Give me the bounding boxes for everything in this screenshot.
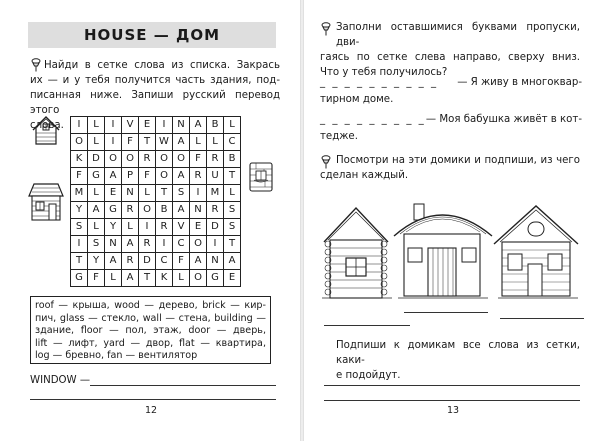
grid-cell[interactable]: R bbox=[190, 168, 207, 185]
grid-cell[interactable]: A bbox=[105, 168, 122, 185]
grid-cell[interactable]: N bbox=[122, 185, 139, 202]
grid-cell[interactable]: L bbox=[224, 185, 241, 202]
word-list-line: log — бревно, fan — вентилятор bbox=[35, 350, 198, 362]
grid-row bbox=[71, 202, 241, 219]
pin-icon bbox=[320, 22, 332, 36]
task3-instructions bbox=[336, 338, 580, 383]
grid-cell[interactable]: L bbox=[88, 134, 105, 151]
grid-cell[interactable]: T bbox=[156, 185, 173, 202]
grid-cell[interactable]: R bbox=[139, 236, 156, 253]
word-list-line: roof — крыша, wood — дерево, brick — кир- bbox=[35, 300, 266, 311]
grid-cell[interactable]: I bbox=[156, 117, 173, 134]
gap-blanks[interactable]: _ _ _ _ _ _ _ _ _ bbox=[320, 114, 426, 125]
grid-cell[interactable]: W bbox=[156, 134, 173, 151]
grid-cell[interactable]: L bbox=[88, 185, 105, 202]
grid-cell[interactable]: S bbox=[71, 219, 88, 236]
brick-house-icon bbox=[494, 206, 578, 298]
grid-cell[interactable]: E bbox=[105, 185, 122, 202]
word-list-line: lift — лифт, yard — двор, flat — квартира, bbox=[35, 337, 266, 349]
grid-row bbox=[71, 236, 241, 253]
task-line: Заполни оставшимися буквами пропуски, дви- bbox=[336, 22, 580, 48]
grid-cell[interactable]: G bbox=[207, 270, 224, 287]
grid-cell[interactable]: V bbox=[122, 117, 139, 134]
grid-cell[interactable]: D bbox=[207, 219, 224, 236]
grid-cell[interactable]: A bbox=[190, 253, 207, 270]
right-page bbox=[304, 0, 608, 441]
grid-cell[interactable]: P bbox=[122, 168, 139, 185]
grid-cell[interactable]: A bbox=[224, 253, 241, 270]
task-line: писанная ниже. Запиши русский перевод этого bbox=[30, 90, 280, 116]
stone-house-icon bbox=[248, 160, 274, 194]
grid-cell[interactable]: G bbox=[88, 168, 105, 185]
grid-cell[interactable]: A bbox=[122, 270, 139, 287]
grid-cell[interactable]: N bbox=[105, 236, 122, 253]
grid-cell[interactable]: T bbox=[139, 134, 156, 151]
grid-cell[interactable]: S bbox=[173, 185, 190, 202]
grid-cell[interactable]: G bbox=[71, 270, 88, 287]
grid-cell[interactable]: I bbox=[139, 219, 156, 236]
word-list-line: здание, floor — пол, этаж, door — дверь, bbox=[35, 325, 266, 337]
task-line: сделан каждый. bbox=[320, 170, 409, 181]
grid-cell[interactable]: F bbox=[122, 134, 139, 151]
word-search-grid[interactable] bbox=[70, 116, 241, 287]
grid-cell[interactable]: A bbox=[88, 202, 105, 219]
pin-icon bbox=[320, 155, 332, 169]
grid-row bbox=[71, 185, 241, 202]
grid-cell[interactable]: U bbox=[207, 168, 224, 185]
grid-cell[interactable]: D bbox=[88, 151, 105, 168]
grid-row bbox=[71, 253, 241, 270]
grid-cell[interactable]: I bbox=[71, 236, 88, 253]
answer-line[interactable] bbox=[90, 385, 276, 386]
log-house-icon bbox=[26, 180, 66, 222]
page-number: 13 bbox=[447, 405, 460, 416]
gap-sentence-2 bbox=[320, 112, 582, 144]
house-icon bbox=[30, 114, 62, 146]
grid-cell[interactable]: L bbox=[173, 270, 190, 287]
gap-sentence-1 bbox=[320, 75, 582, 107]
grid-cell[interactable]: R bbox=[156, 219, 173, 236]
grid-cell[interactable]: N bbox=[173, 117, 190, 134]
answer-line-2[interactable] bbox=[30, 399, 276, 400]
grid-cell[interactable]: G bbox=[105, 202, 122, 219]
grid-cell[interactable]: T bbox=[224, 236, 241, 253]
grid-cell[interactable]: N bbox=[190, 202, 207, 219]
grid-cell[interactable]: D bbox=[139, 253, 156, 270]
grid-cell[interactable]: B bbox=[156, 202, 173, 219]
grid-cell[interactable]: I bbox=[207, 236, 224, 253]
grid-cell[interactable]: F bbox=[139, 168, 156, 185]
grid-cell[interactable]: O bbox=[156, 168, 173, 185]
grid-cell[interactable]: A bbox=[173, 168, 190, 185]
grid-cell[interactable]: R bbox=[207, 151, 224, 168]
grid-cell[interactable]: O bbox=[122, 151, 139, 168]
grid-cell[interactable]: A bbox=[173, 202, 190, 219]
grid-cell[interactable]: A bbox=[190, 117, 207, 134]
grid-cell[interactable]: L bbox=[190, 134, 207, 151]
grid-cell[interactable]: T bbox=[224, 168, 241, 185]
task-line: гаясь по сетке слева направо, сверху вниз. bbox=[320, 52, 580, 63]
grid-cell[interactable]: Y bbox=[88, 253, 105, 270]
grid-cell[interactable]: O bbox=[139, 202, 156, 219]
grid-cell[interactable]: F bbox=[88, 270, 105, 287]
gap-tail: — Я живу в многоквар- bbox=[457, 77, 582, 88]
grid-row bbox=[71, 134, 241, 151]
gap-tail: — Моя бабушка живёт в кот- bbox=[425, 114, 582, 125]
gap-line2: тирном доме. bbox=[320, 94, 394, 105]
log-cabin-icon bbox=[322, 208, 392, 298]
grid-cell[interactable]: L bbox=[207, 134, 224, 151]
grid-cell[interactable]: B bbox=[224, 151, 241, 168]
grid-cell[interactable]: I bbox=[71, 117, 88, 134]
thatched-house-icon bbox=[394, 204, 492, 298]
answer-line[interactable] bbox=[324, 385, 580, 386]
grid-row bbox=[71, 168, 241, 185]
pin-icon bbox=[30, 58, 42, 72]
grid-cell[interactable]: O bbox=[156, 151, 173, 168]
word-list-box bbox=[30, 296, 271, 364]
task-line: их — и у тебя получится часть здания, под- bbox=[30, 75, 280, 86]
grid-cell[interactable]: B bbox=[207, 117, 224, 134]
grid-cell[interactable]: O bbox=[105, 151, 122, 168]
grid-cell[interactable]: R bbox=[207, 202, 224, 219]
grid-cell[interactable]: S bbox=[224, 202, 241, 219]
task-line: Посмотри на эти домики и подпиши, из чего bbox=[336, 155, 580, 166]
grid-row bbox=[71, 151, 241, 168]
grid-cell[interactable]: I bbox=[156, 236, 173, 253]
houses-illustration bbox=[322, 198, 584, 310]
answer-label: WINDOW — bbox=[30, 375, 91, 386]
grid-row bbox=[71, 219, 241, 236]
gap-blanks[interactable]: _ _ _ _ _ _ _ _ _ _ bbox=[320, 77, 439, 88]
grid-cell[interactable]: R bbox=[122, 253, 139, 270]
left-page bbox=[0, 0, 300, 441]
grid-cell[interactable]: F bbox=[71, 168, 88, 185]
grid-cell[interactable]: A bbox=[173, 134, 190, 151]
grid-cell[interactable]: O bbox=[190, 236, 207, 253]
grid-cell[interactable]: I bbox=[190, 185, 207, 202]
grid-cell[interactable]: F bbox=[190, 151, 207, 168]
task-line: Найди в сетке слова из списка. Закрась bbox=[44, 60, 280, 71]
grid-cell[interactable]: E bbox=[224, 270, 241, 287]
label-line-log-cabin[interactable] bbox=[324, 325, 410, 326]
grid-cell[interactable]: L bbox=[105, 270, 122, 287]
grid-cell[interactable]: A bbox=[105, 253, 122, 270]
grid-cell[interactable]: O bbox=[71, 134, 88, 151]
grid-cell[interactable]: Y bbox=[105, 219, 122, 236]
label-line-brick-house[interactable] bbox=[500, 318, 584, 319]
gap-line2: тедже. bbox=[320, 131, 358, 142]
grid-cell[interactable]: I bbox=[105, 134, 122, 151]
grid-row bbox=[71, 270, 241, 287]
grid-cell[interactable]: C bbox=[224, 134, 241, 151]
grid-cell[interactable]: K bbox=[71, 151, 88, 168]
grid-cell[interactable]: L bbox=[88, 219, 105, 236]
grid-cell[interactable]: C bbox=[173, 236, 190, 253]
grid-cell[interactable]: L bbox=[122, 219, 139, 236]
grid-cell[interactable]: O bbox=[190, 270, 207, 287]
grid-cell[interactable]: T bbox=[71, 253, 88, 270]
grid-cell[interactable]: L bbox=[88, 117, 105, 134]
grid-cell[interactable]: I bbox=[105, 117, 122, 134]
grid-cell[interactable]: N bbox=[207, 253, 224, 270]
grid-cell[interactable]: Y bbox=[71, 202, 88, 219]
grid-cell[interactable]: S bbox=[88, 236, 105, 253]
page-title: HOUSE — ДОМ bbox=[28, 22, 276, 48]
grid-cell[interactable]: M bbox=[207, 185, 224, 202]
grid-cell[interactable]: A bbox=[122, 236, 139, 253]
grid-cell[interactable]: R bbox=[122, 202, 139, 219]
grid-cell[interactable]: C bbox=[156, 253, 173, 270]
grid-cell[interactable]: O bbox=[173, 151, 190, 168]
grid-cell[interactable]: T bbox=[139, 270, 156, 287]
word-list-line: пич, glass — стекло, wall — стена, building — bbox=[35, 312, 266, 324]
grid-cell[interactable]: K bbox=[156, 270, 173, 287]
task-line: е подойдут. bbox=[336, 370, 401, 381]
grid-cell[interactable]: E bbox=[190, 219, 207, 236]
answer-line[interactable] bbox=[324, 400, 580, 401]
grid-cell[interactable]: V bbox=[173, 219, 190, 236]
grid-cell[interactable]: R bbox=[139, 151, 156, 168]
grid-cell[interactable]: S bbox=[224, 219, 241, 236]
task-line: слова. bbox=[30, 120, 64, 131]
grid-cell[interactable]: M bbox=[71, 185, 88, 202]
page-number: 12 bbox=[145, 405, 158, 416]
task1-instructions bbox=[320, 20, 580, 80]
label-line-thatched-house[interactable] bbox=[404, 312, 488, 313]
grid-cell[interactable]: F bbox=[173, 253, 190, 270]
grid-cell[interactable]: L bbox=[224, 117, 241, 134]
task2-instructions bbox=[320, 153, 580, 183]
grid-row bbox=[71, 117, 241, 134]
task-line: Подпиши к домикам все слова из сетки, каки- bbox=[336, 340, 580, 366]
grid-cell[interactable]: E bbox=[139, 117, 156, 134]
task-line: Что у тебя получилось? bbox=[320, 67, 448, 78]
grid-cell[interactable]: L bbox=[139, 185, 156, 202]
